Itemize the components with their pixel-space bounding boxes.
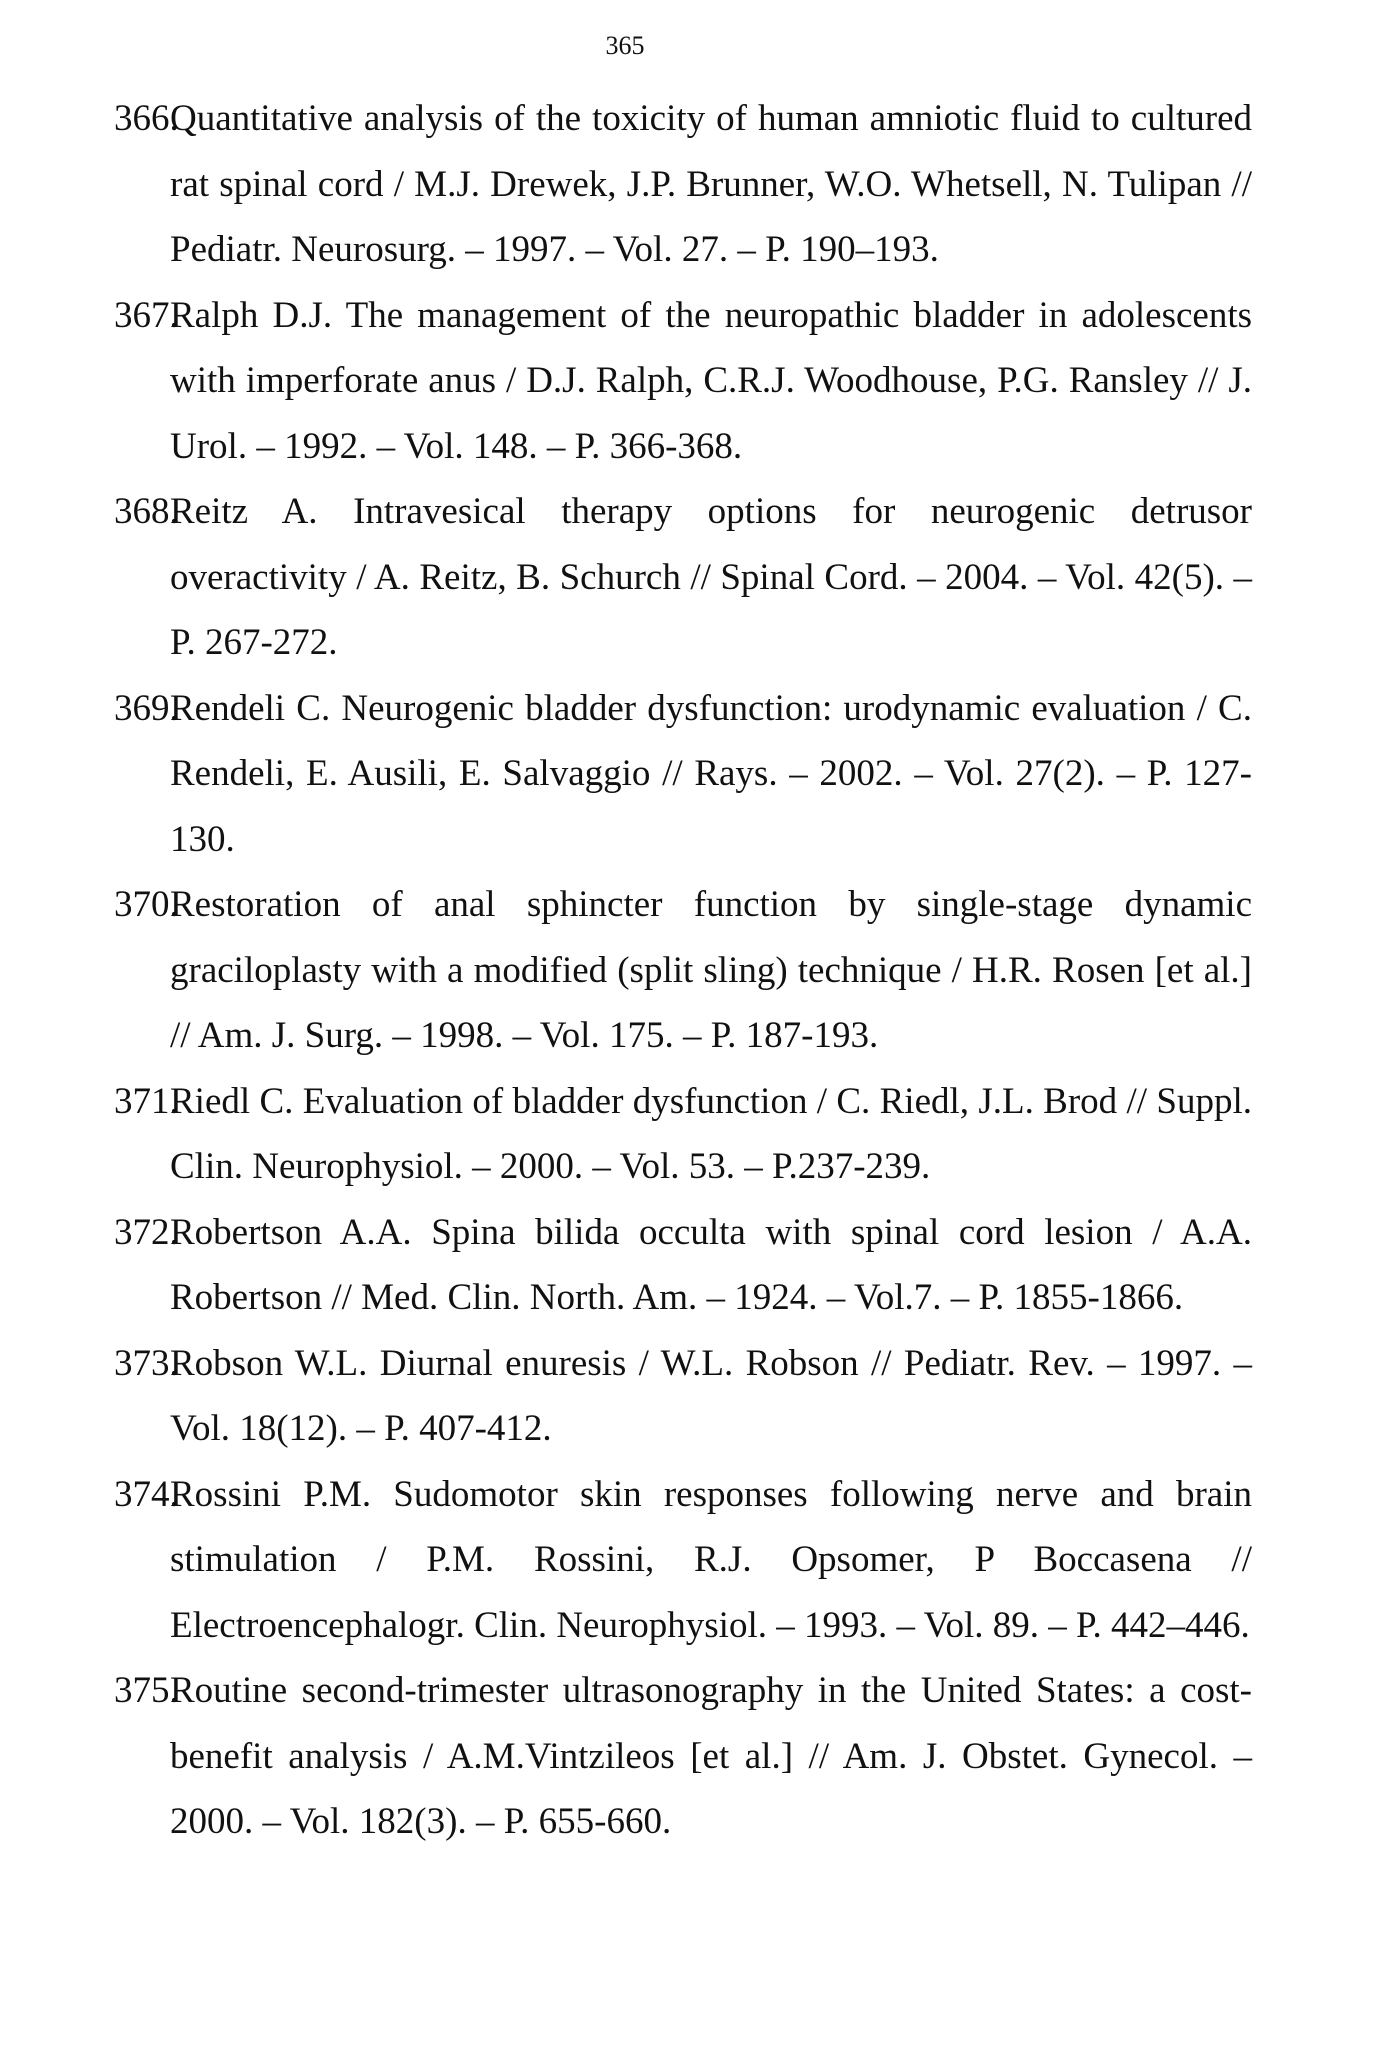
reference-text: Reitz A. Intravesical therapy options for neurogenic detrusor overactivity / A. Reitz, B. Schurch // Spinal Cord. – 2004. – Vol. 42(5). – P. 267-272. <box>170 491 1252 663</box>
reference-number: 371. <box>114 1080 179 1122</box>
reference-item <box>0 1462 1252 1659</box>
reference-item <box>0 872 1252 1069</box>
reference-number: 369. <box>114 687 179 729</box>
reference-text: Ralph D.J. The management of the neuropathic bladder in adolescents with imperforate anus / D.J. Ralph, C.R.J. Woodhouse, P.G. Ransley // J. Urol. – 1992. – Vol. 148. – P. 366-368. <box>170 294 1252 467</box>
reference-number: 372. <box>114 1211 179 1253</box>
reference-text: Rendeli C. Neurogenic bladder dysfunction: urodynamic evaluation / C. Rendeli, E. Ausili, E. Salvaggio // Rays. – 2002. – Vol. 27(2). – P. 127-130. <box>170 687 1252 860</box>
reference-item <box>0 86 1252 283</box>
reference-text: Riedl C. Evaluation of bladder dysfunction / C. Riedl, J.L. Brod // Suppl. Clin. Neurophysiol. – 2000. – Vol. 53. – P.237-239. <box>170 1080 1252 1187</box>
reference-item <box>0 1069 1252 1200</box>
reference-item <box>0 1200 1252 1331</box>
reference-number: 370. <box>114 884 179 925</box>
reference-number: 373. <box>114 1342 179 1384</box>
reference-list <box>0 86 1377 1855</box>
reference-text: Rossini P.M. Sudomotor skin responses following nerve and brain stimulation / P.M. Rossini, R.J. Opsomer, P Boccasena // Electroencephalogr. Clin. Neurophysiol. – 1993. – Vol. 89. – P. 442–446. <box>170 1473 1252 1646</box>
reference-text: Restoration of anal sphincter function by single-stage dynamic graciloplasty with a modified (split sling) technique / H.R. Rosen [et al.] // Am. J. Surg. – 1998. – Vol. 175. – P. 187-193. <box>170 884 1252 1056</box>
reference-number: 367. <box>114 294 179 336</box>
reference-item <box>0 1331 1252 1462</box>
reference-item <box>0 479 1252 676</box>
reference-text: Routine second-trimester ultrasonography in the United States: a cost-benefit analysis / A.M.Vintzileos [et al.] // Am. J. Obstet. Gynecol. – 2000. – Vol. 182(3). – P. 655-660. <box>170 1670 1252 1842</box>
reference-number: 374. <box>114 1473 179 1515</box>
reference-text: Quantitative analysis of the toxicity of human amniotic fluid to cultured rat spinal cord / M.J. Drewek, J.P. Brunner, W.O. Whetsell, N. Tulipan // Pediatr. Neurosurg. – 1997. – Vol. 27. – P. 190–193. <box>170 98 1252 270</box>
reference-text: Robson W.L. Diurnal enuresis / W.L. Robson // Pediatr. Rev. – 1997. – Vol. 18(12). – P. 407-412. <box>170 1342 1252 1449</box>
reference-number: 368. <box>114 491 179 532</box>
reference-item <box>0 676 1252 873</box>
reference-item <box>0 1658 1252 1855</box>
reference-number: 366. <box>114 98 179 139</box>
reference-text: Robertson A.A. Spina bilida occulta with spinal cord lesion / A.A. Robertson // Med. Clin. North. Am. – 1924. – Vol.7. – P. 1855-1866. <box>170 1211 1252 1318</box>
reference-item <box>0 283 1252 480</box>
page-number: 365 <box>605 31 645 60</box>
reference-number: 375. <box>114 1670 179 1711</box>
